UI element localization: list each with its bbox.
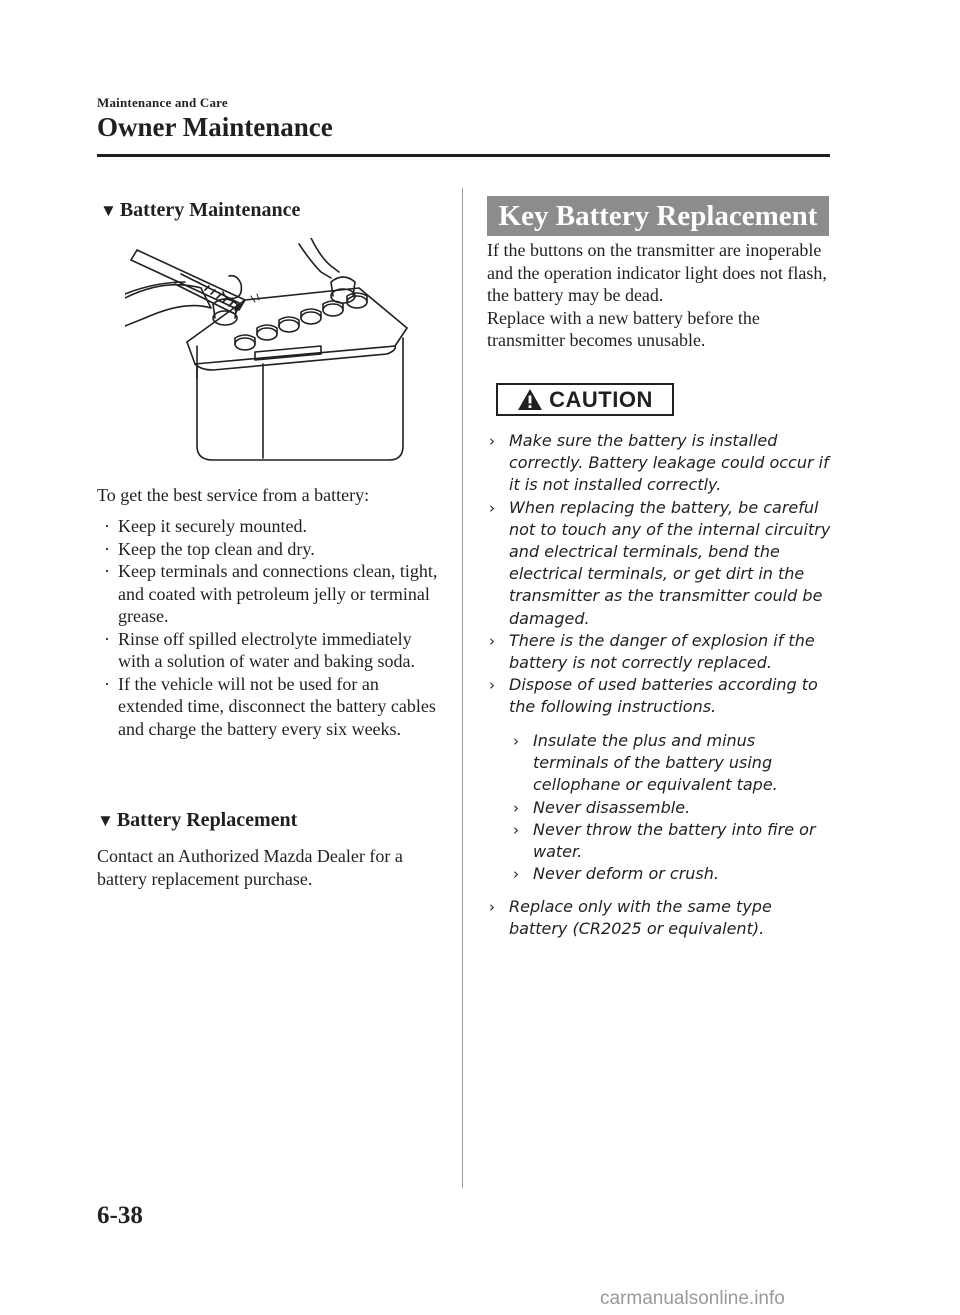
caution-list	[487, 430, 832, 719]
list-item: · Keep it securely mounted.	[104, 516, 307, 536]
list-item: › There is the danger of explosion if the battery is not correctly replaced.	[489, 630, 815, 673]
chevron-right-icon: ›	[489, 898, 495, 916]
caution-sub-list	[511, 730, 831, 885]
key-battery-paragraph: Replace with a new battery before the transmitter becomes unusable.	[487, 307, 760, 350]
key-battery-text	[487, 239, 827, 352]
caution-final-list	[487, 896, 832, 940]
battery-maintenance-list	[100, 515, 445, 740]
bullet-dot-icon: ·	[104, 561, 110, 581]
watermark: carmanualsonline.info	[600, 1288, 785, 1309]
battery-maintenance-heading-text: Battery Maintenance	[119, 199, 301, 221]
chevron-right-icon: ›	[489, 676, 495, 695]
chevron-right-icon: ›	[513, 820, 519, 839]
list-item: › Make sure the battery is installed correctly. Battery leakage could occur if it is not installed correctly.	[489, 431, 829, 495]
chevron-right-icon: ›	[489, 498, 495, 517]
chevron-right-icon: ›	[489, 432, 495, 450]
list-item: › Never disassemble.	[511, 797, 831, 819]
bullet-dot-icon: ·	[104, 516, 110, 536]
chevron-right-icon: ›	[513, 798, 519, 817]
bullet-dot-icon: ·	[104, 538, 110, 559]
battery-intro-text: To get the best service from a battery:	[97, 485, 370, 505]
list-item: › Never throw the battery into fire or water.	[513, 819, 816, 862]
list-item: · Rinse off spilled electrolyte immediately with a solution of water and baking soda.	[104, 628, 415, 671]
triangle-down-icon: ▼	[97, 811, 114, 830]
list-item: › Replace only with the same type battery (CR2025 or equivalent).	[489, 897, 772, 939]
bullet-dot-icon: ·	[104, 673, 110, 694]
battery-replacement-text: Contact an Authorized Mazda Dealer for a battery replacement purchase.	[97, 846, 403, 889]
list-item: › Dispose of used batteries according to the following instructions.	[489, 675, 818, 717]
key-battery-paragraph: If the buttons on the transmitter are inoperable and the operation indicator light does not flash, the battery may be dead.	[487, 240, 827, 305]
column-divider	[462, 188, 463, 1188]
battery-lid-front	[187, 328, 407, 364]
bullet-dot-icon: ·	[104, 628, 110, 649]
list-item: › Never deform or crush.	[511, 863, 831, 885]
triangle-down-icon: ▼	[100, 201, 117, 220]
list-item: › When replacing the battery, be careful not to touch any of the internal circuitry and electrical terminals, bend the electrical terminals, or get dirt in the transmitter as the transmitter could be damaged.	[489, 497, 831, 628]
warning-triangle-icon	[517, 388, 543, 411]
chevron-right-icon: ›	[513, 732, 519, 750]
caution-box	[496, 383, 674, 416]
list-item: · If the vehicle will not be used for an extended time, disconnect the battery cables and charge the battery every six weeks.	[104, 673, 436, 739]
list-item: · Keep the top clean and dry.	[104, 538, 315, 559]
battery-replacement-heading-text: Battery Replacement	[116, 809, 298, 831]
list-item: · Keep terminals and connections clean, tight, and coated with petroleum jelly or terminal grease.	[104, 561, 438, 626]
caution-label: CAUTION	[549, 386, 653, 412]
chevron-right-icon: ›	[489, 631, 495, 650]
section-label: Maintenance and Care	[97, 95, 228, 110]
key-battery-banner: Key Battery Replacement	[487, 196, 829, 236]
list-item: › Insulate the plus and minus terminals of the battery using cellophane or equivalent tape.	[513, 731, 778, 795]
page-number: 6-38	[97, 1202, 143, 1229]
page-title: Owner Maintenance	[97, 112, 333, 142]
battery-replacement-heading	[97, 809, 297, 832]
brush-and-hand	[125, 250, 245, 326]
battery-maintenance-heading	[100, 199, 300, 222]
chevron-right-icon: ›	[513, 865, 519, 884]
title-rule	[97, 154, 830, 157]
battery-cleaning-illustration	[125, 238, 415, 474]
